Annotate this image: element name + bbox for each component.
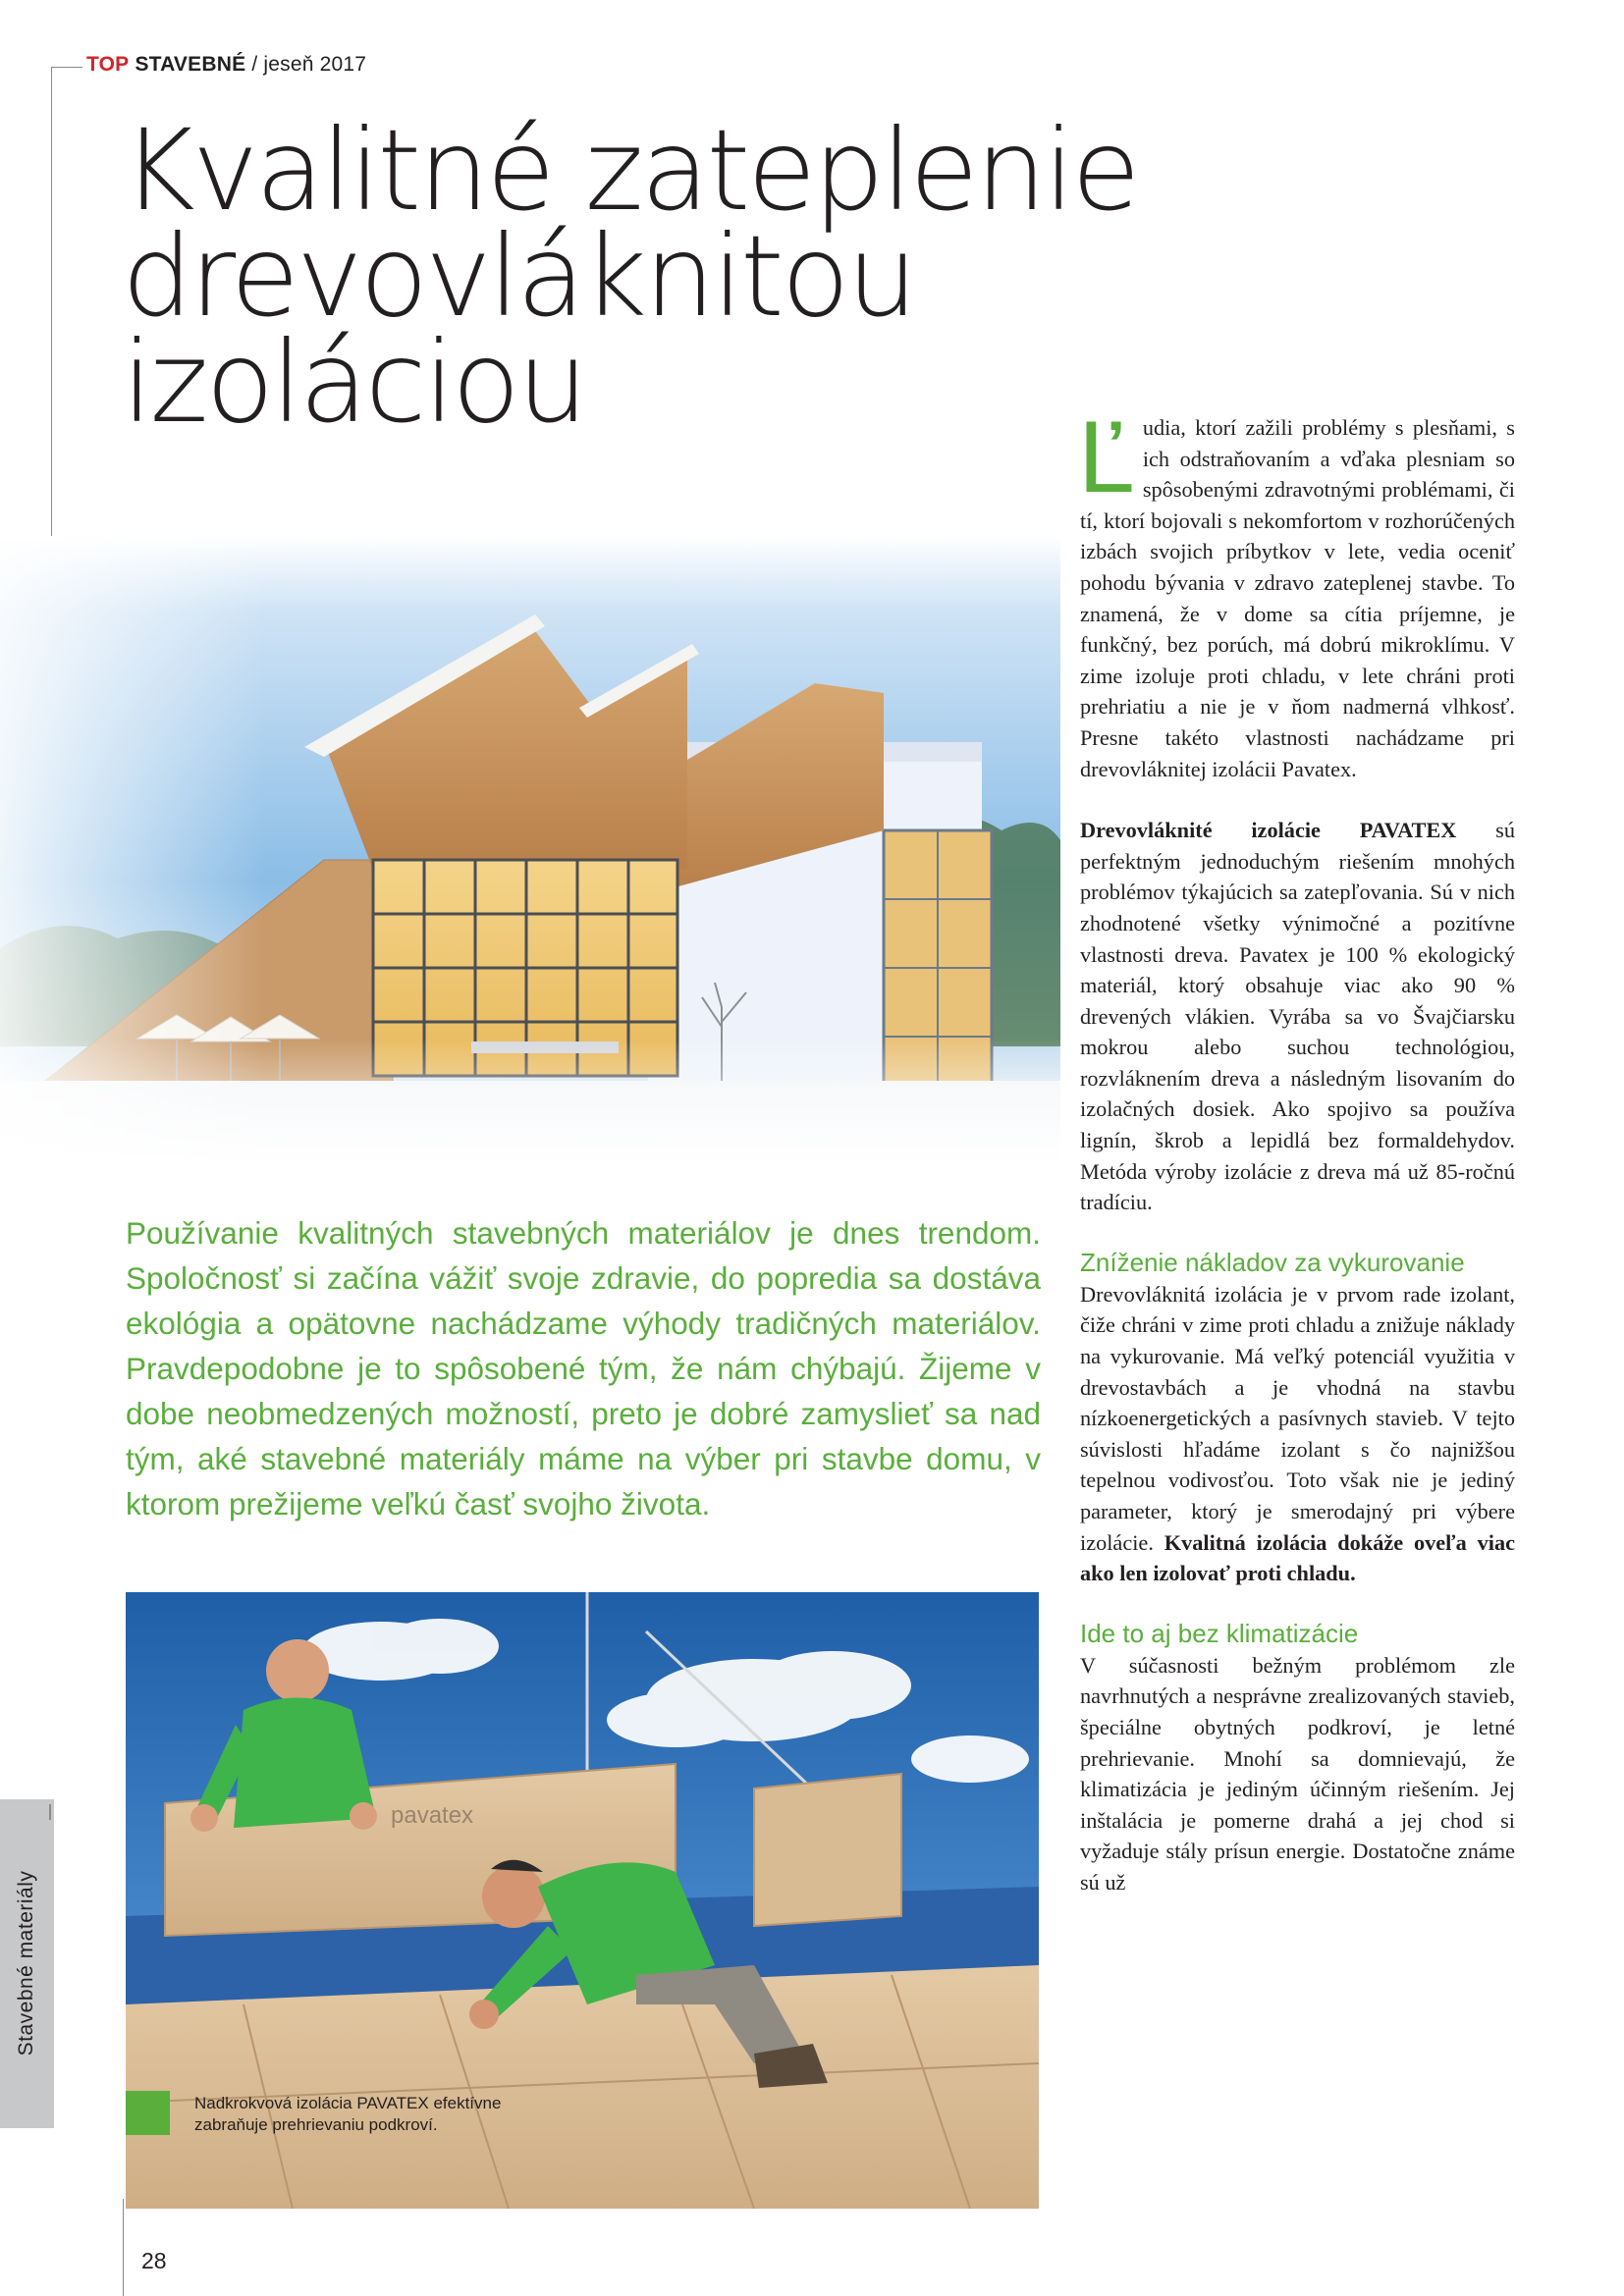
publication-name: STAVEBNÉ [135,53,246,76]
paragraph-pavatex [1080,815,1515,1218]
article-title [122,105,1138,448]
subheading-no-air-conditioning: Ide to aj bez klimatizácie [1080,1618,1359,1648]
intro-text: udia, ktorí zažili problémy s plesňami, s ich odstraňovaním a vďaka plesniam so spôsobenými zdravotnými problémami, či tí, ktorí bojovali s nekomfortom v rozhorúčených izbách svojich príbytkov v lete, vedia oceniť pohodu bývania v zdravo zateplenej stavbe. To znamená, že v dome sa cítia príjemne, je funkčný, bez porúch, má dobrú mikroklímu. V zime izoluje proti chladu, v lete chráni proti prehriatiu a nie je v ňom nadmerná vlhkosť. Presne takéto vlastnosti nachádzame pri drevovláknitej izolácii Pavatex. [1080,415,1515,781]
section-tab-tick [49,1804,51,1820]
frame-line-bottom [123,2199,124,2296]
paragraph-pavatex-text: sú perfektným jednoduchým riešením mnohých problémov týkajúcich sa zatepľovania. Sú v nich zhodnotené všetky výnimočné a pozitívne vlastnosti dreva. Pavatex je 100 % ekologický materiál, ktorý obsahuje viac ako 90 % drevených vlákien. Vyrába sa vo Švajčiarsku mokrou alebo suchou technológiou, rozvláknením dreva a následným lisovaním do izolačných dosiek. Ako spojivo sa používa lignín, škrob a lepidlá bez formaldehydov. Metóda výroby izolácie z dreva má už 85-ročnú tradíciu. [1080,818,1515,1215]
page-number: 28 [141,2248,167,2273]
title-line-3: izoláciou [122,317,586,448]
frame-line-left [51,67,52,536]
paragraph-air-conditioning: V súčasnosti bežným problémom zle navrhnutých a nesprávne zrealizovaných stavieb, špeciálne obytných podkroví, je letné prehrievanie. Mnohí sa domnievajú, že klimatizácia je jediným účinným riešením. Jej inštalácia je pomerne drahá a jej chod si vyžaduje stály prísun energie. Dostatočne známe sú už [1080,1652,1515,1895]
caption-marker [126,2091,170,2135]
issue-date: jeseň 2017 [263,53,367,76]
drop-cap: Ľ [1078,400,1135,514]
lead-paragraph [126,1210,1041,1526]
title-line-2: drevovláknitou [122,211,915,342]
hero-building-photo [0,536,1060,1164]
paragraph-heating-costs-text: Drevovláknitá izolácia je v prvom rade izolant, čiže chráni v zime proti chladu a znižuje náklady na vykurovanie. Má veľký potenciál využitia v drevostavbách a je vhodná na stavbu nízkoenergetických a pasívnych stavieb. V tejto súvislosti hľadáme izolant s čo najnižšou tepelnou vodivosťou. Toto však nie je jediný parameter, ktorý je smerodajný pri výbere izolácie. [1080,1281,1515,1555]
body-column [1078,400,1515,1898]
publication-name-top: TOP [86,53,130,76]
photo-caption: Nadkrokvová izolácia PAVATEX efektívne zabraňuje prehrievaniu podkroví. [194,2094,502,2134]
paragraph-heating-costs-bold: Kvalitná izolácia dokáže oveľa viac ako len izolovať proti chladu. [1080,1529,1515,1586]
section-tab-label: Stavebné materiály [15,1870,37,2056]
paragraph-heating-costs [1080,1279,1515,1589]
lead-text: Používanie kvalitných stavebných materiálov je dnes trendom. Spoločnosť si začína vážiť svoje zdravie, do popredia sa dostáva ekológia a opätovne nachádzame výhody tradičných materiálov. Pravdepodobne je to spôsobené tým, že nám chýbajú. Žijeme v dobe neobmedzených možností, preto je dobré zamyslieť sa nad tým, aké stavebné materiály máme na výber pri stavbe domu, v ktorom prežijeme veľkú časť svojho života. [126,1215,1041,1522]
header-separator: / [245,53,264,76]
board-brand-print: pavatex [391,1802,474,1829]
frame-line-top [51,67,82,68]
paragraph-pavatex-lead: Drevovláknité izolácie PAVATEX [1080,818,1457,843]
intro-paragraph [1078,400,1515,784]
subheading-heating-costs: Zníženie nákladov za vykurovanie [1080,1247,1465,1277]
title-line-1: Kvalitné zateplenie [122,105,1138,236]
running-header [86,53,366,77]
